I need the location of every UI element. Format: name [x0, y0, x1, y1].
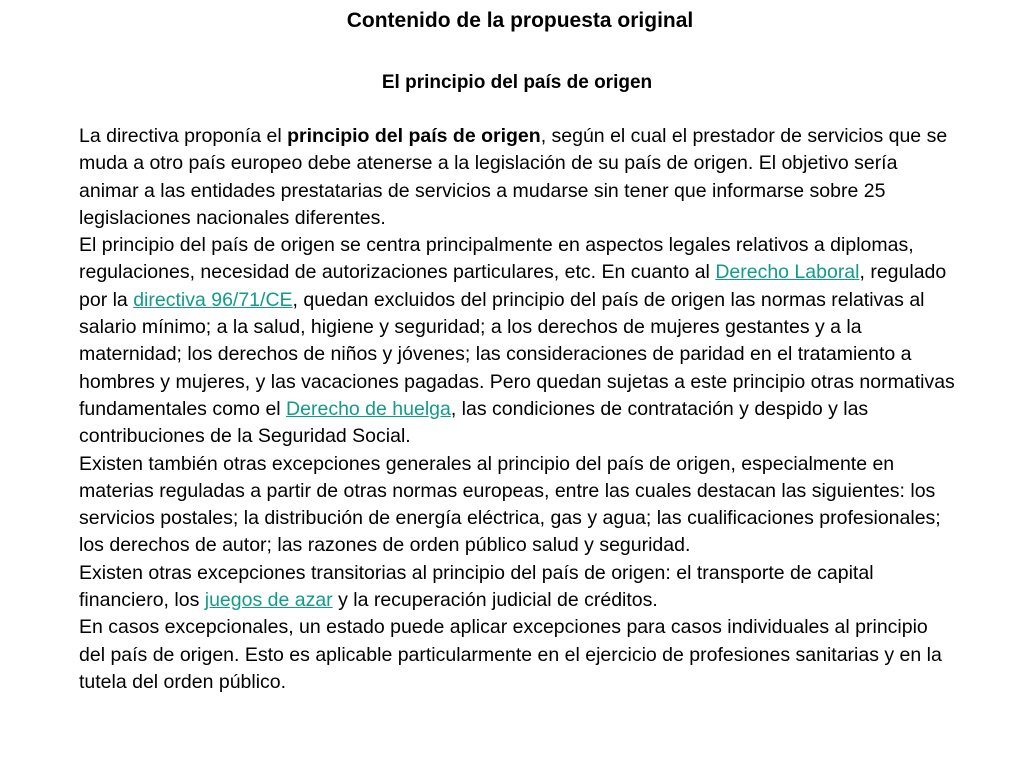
- paragraph-3: Existen también otras excepciones generales al principio del país de origen, especialmente en materias reguladas a partir de otras normas europeas, entre las cuales destacan las siguientes: los servicios postales; la distribución de energía eléctrica, gas y agua; las cualificaciones profesionales; los derechos de autor; las razones de orden público salud y seguridad.: [79, 452, 941, 557]
- paragraph-1-bold-term: principio del país de origen: [287, 125, 541, 147]
- derecho-laboral-link[interactable]: Derecho Laboral: [715, 261, 860, 284]
- section-subtitle: El principio del país de origen: [381, 72, 653, 93]
- paragraph-1-text-2: , según el cual el prestador de servicios que se muda a otro país europeo debe atenerse a la legislación de su país de origen. El objetivo sería animar a las entidades prestatarias de servicios a mudarse sin tener que informarse sobre 25 legislaciones nacionales diferentes.: [79, 125, 948, 229]
- juegos-de-azar-link[interactable]: juegos de azar: [204, 589, 333, 612]
- directiva-96-71-ce-link[interactable]: directiva 96/71/CE: [133, 288, 293, 311]
- paragraph-5: En casos excepcionales, un estado puede aplicar excepciones para casos individuales al principio del país de origen. Esto es aplicable particularmente en el ejercicio de profesiones sanitarias y en la tutela del orden público.: [79, 616, 942, 693]
- body-text: [79, 123, 957, 696]
- paragraph-4-text-2: y la recuperación judicial de créditos.: [332, 589, 658, 612]
- paragraph-1: [79, 123, 957, 232]
- page-title: Contenido de la propuesta original: [346, 9, 694, 32]
- paragraph-2-text-2: , regulado por la: [79, 261, 947, 311]
- paragraph-4-text-1: Existen otras excepciones transitorias al principio del país de origen: el transporte de capital financiero, los: [79, 561, 874, 612]
- paragraph-2-text-1: El principio del país de origen se centra principalmente en aspectos legales relativos a diplomas, regulaciones, necesidad de autorizaciones particulares, etc. En cuanto al: [79, 234, 914, 284]
- paragraph-1-text-1: La directiva proponía el: [79, 125, 288, 147]
- paragraph-2-text-4: , las condiciones de contratación y despido y las contribuciones de la Seguridad Social.: [79, 397, 869, 448]
- derecho-de-huelga-link[interactable]: Derecho de huelga: [286, 397, 451, 420]
- paragraph-2: [79, 232, 957, 450]
- paragraph-2-text-3: , quedan excluidos del principio del país de origen las normas relativas al salario mínimo; a la salud, higiene y seguridad; a los derechos de mujeres gestantes y a la maternidad; los derechos de niños y jóvenes; las consideraciones de paridad en el tratamiento a hombres y mujeres, y las vacaciones pagadas. Pero quedan sujetas a este principio otras normativas fundamentales como el: [79, 288, 955, 420]
- paragraph-4: [79, 560, 957, 615]
